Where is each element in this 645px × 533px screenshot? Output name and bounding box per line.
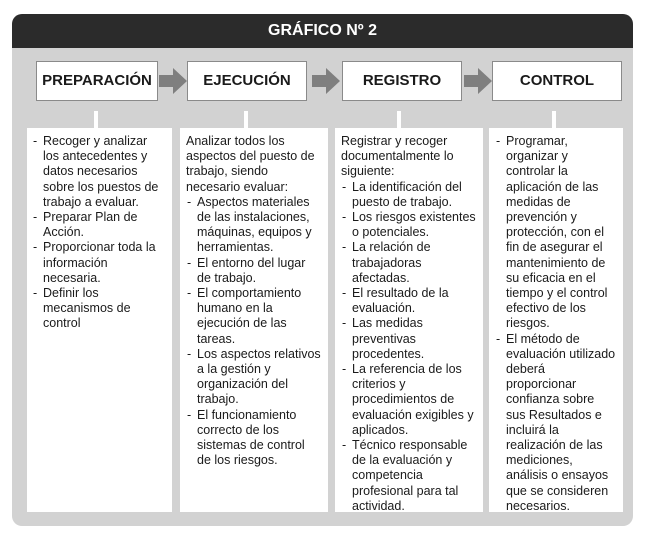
ejecucion-list: [186, 195, 322, 469]
connector-line: [552, 111, 556, 128]
list-item: - Recoger y analizar los antecedentes y datos necesarios sobre los puestos de trabajo a evaluar.: [32, 134, 166, 210]
list-item: - Los riesgos existentes o potenciales.: [341, 210, 477, 240]
column-ejecucion: [180, 128, 328, 512]
stage-ejecucion: EJECUCIÓN: [187, 61, 307, 101]
list-item: - El método de evaluación utilizado deberá proporcionar confianza sobre sus Resultados e incluirá la realización de las mediciones, análisis o ensayos que se consideren necesarios.: [495, 332, 617, 514]
list-item: - La relación de trabajadoras afectadas.: [341, 240, 477, 286]
registro-list: [341, 180, 477, 514]
column-preparacion: [27, 128, 172, 512]
list-item: - El resultado de la evaluación.: [341, 286, 477, 316]
column-control: [489, 128, 623, 512]
list-item: - El entorno del lugar de trabajo.: [186, 256, 322, 286]
arrow-right-icon: [312, 68, 340, 94]
ejecucion-intro: Analizar todos los aspectos del puesto de trabajo, siendo necesario evaluar:: [186, 134, 315, 194]
stage-registro: REGISTRO: [342, 61, 462, 101]
arrow-right-icon: [464, 68, 492, 94]
list-item: - El comportamiento humano en la ejecución de las tareas.: [186, 286, 322, 347]
list-item: - La referencia de los criterios y procedimientos de evaluación exigibles y aplicados.: [341, 362, 477, 438]
list-item: - Técnico responsable de la evaluación y competencia profesional para tal actividad.: [341, 438, 477, 514]
list-item: - Las medidas preventivas procedentes.: [341, 316, 477, 362]
list-item: - Definir los mecanismos de control: [32, 286, 166, 332]
connector-line: [244, 111, 248, 128]
connector-line: [397, 111, 401, 128]
list-item: - Los aspectos relativos a la gestión y organización del trabajo.: [186, 347, 322, 408]
column-registro: [335, 128, 483, 512]
list-item: - La identificación del puesto de trabajo.: [341, 180, 477, 210]
registro-intro: Registrar y recoger documentalmente lo siguiente:: [341, 134, 454, 179]
list-item: - Proporcionar toda la información necesaria.: [32, 240, 166, 286]
list-item: - El funcionamiento correcto de los sistemas de control de los riesgos.: [186, 408, 322, 469]
preparacion-list: [32, 134, 166, 332]
stage-control: CONTROL: [492, 61, 622, 101]
list-item: - Preparar Plan de Acción.: [32, 210, 166, 240]
control-list: [495, 134, 617, 514]
diagram-frame: [12, 14, 633, 526]
diagram-title: GRÁFICO Nº 2: [12, 14, 633, 48]
list-item: - Programar, organizar y controlar la aplicación de las medidas de prevención y protección, con el fin de asegurar el mantenimiento de su eficacia en el tiempo y el control efectivo de los riesgos.: [495, 134, 617, 332]
list-item: - Aspectos materiales de las instalaciones, máquinas, equipos y herramientas.: [186, 195, 322, 256]
stage-preparacion: PREPARACIÓN: [36, 61, 158, 101]
connector-line: [94, 111, 98, 128]
arrow-right-icon: [159, 68, 187, 94]
